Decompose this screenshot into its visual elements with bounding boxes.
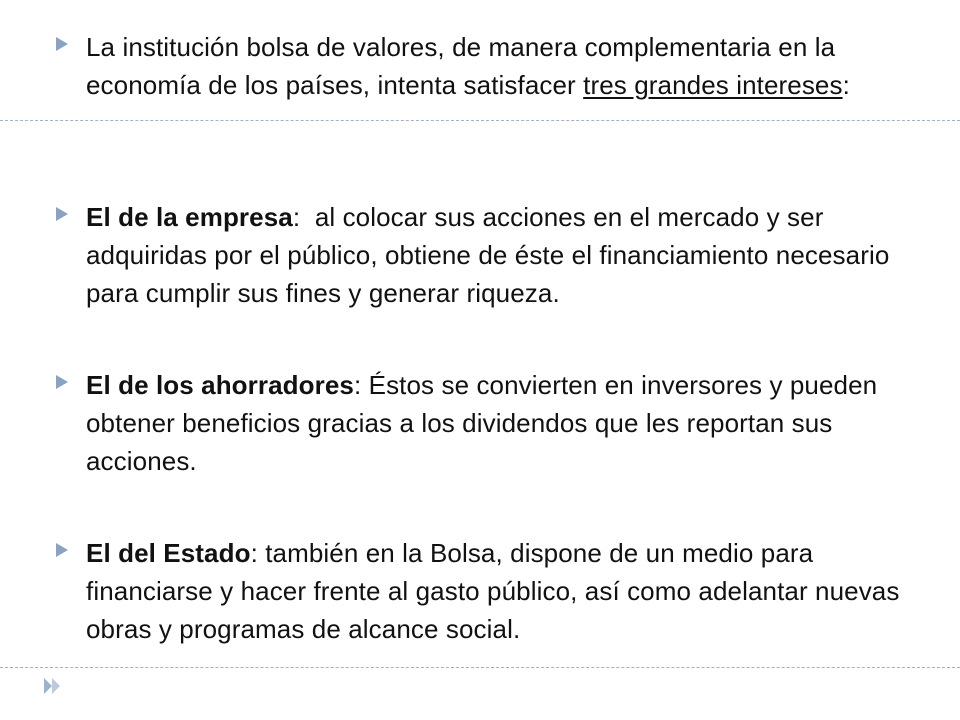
intro-underlined-phrase: tres grandes intereses — [583, 70, 843, 100]
point-text — [86, 366, 916, 480]
triangle-right-icon — [56, 37, 68, 51]
point-separator: : — [353, 370, 369, 400]
point-lead: El de los ahorradores — [86, 370, 354, 400]
point-body: Éstos se convierten en inversores y pueden obtener beneficios gracias a los dividendos que les reportan sus acciones. — [86, 370, 878, 476]
point-body: también en la Bolsa, dispone de un medio para financiarse y hacer frente al gasto público, así como adelantar nuevas obras y programas de alcance social. — [86, 538, 900, 644]
triangle-right-icon — [56, 207, 68, 221]
point-lead: El de la empresa — [86, 202, 293, 232]
point-text — [86, 534, 916, 648]
point-lead: El del Estado — [86, 538, 251, 568]
intro-text — [86, 28, 916, 104]
point-text — [86, 198, 916, 312]
point-separator: : — [250, 538, 266, 568]
point-body: al colocar sus acciones en el mercado y ser adquiridas por el público, obtiene de éste el financiamiento necesario para cumplir sus fines y generar riqueza. — [86, 202, 890, 308]
intro-text-start: La institución bolsa de valores, de manera complementaria en la economía de los países, intenta satisfacer — [86, 32, 836, 100]
triangle-right-icon — [56, 375, 68, 389]
point-separator: : — [292, 202, 315, 232]
triangle-right-icon — [56, 543, 68, 557]
intro-text-end: : — [842, 70, 850, 100]
